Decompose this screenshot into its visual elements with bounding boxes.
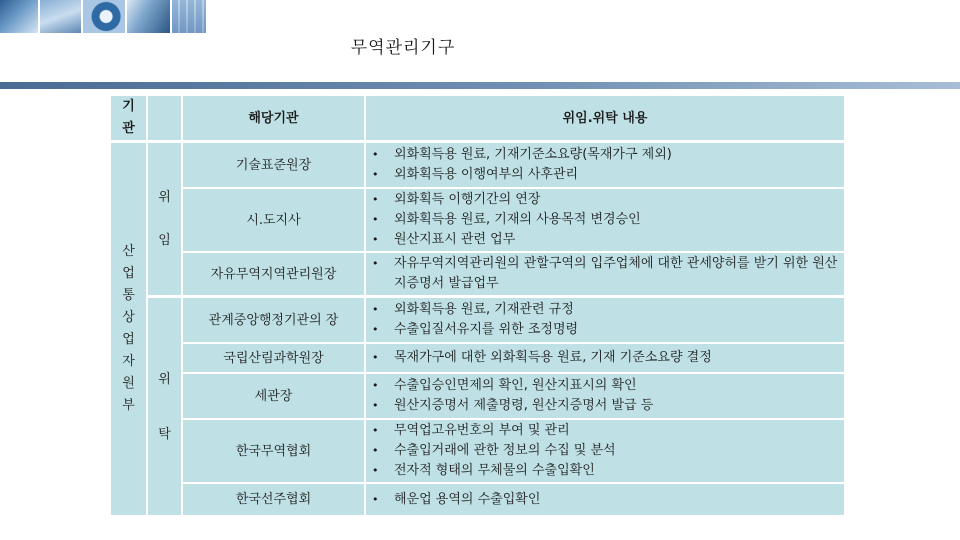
header-photo-strip [0,0,208,33]
header-photo [127,0,170,33]
consignment-cell [148,298,181,515]
content-list [372,348,712,368]
header-photo [40,0,81,33]
content-cell [366,298,844,342]
agency-name: 국립산림과학원장 [223,350,324,366]
header-agency-label: 해당기관 [248,110,299,126]
agency-cell [183,374,364,418]
agency-name: 세관장 [254,388,293,404]
content-list [372,190,641,250]
header-blank [148,96,181,140]
content-cell [366,420,844,482]
list-item: • 수출입거래에 관한 정보의 수집 및 분석 [372,443,616,458]
header-content-label: 위임.위탁 내용 [562,110,648,126]
content-cell [366,189,844,251]
agency-name: 기술표준원장 [235,157,312,173]
header-agency [183,96,364,140]
content-list [372,254,844,294]
agency-cell [183,143,364,187]
header-institution [111,96,146,140]
header-photo [83,0,125,33]
content-list [372,145,672,185]
agency-cell [183,189,364,251]
delegation-label: 위 임 [158,190,171,248]
list-item: • 원산지표시 관련 업무 [372,232,516,247]
list-item: • 외화획득용 원료, 기재기준소요량(목재가구 제외) [372,147,672,162]
list-item: • 해운업 용역의 수출입확인 [372,491,541,507]
agency-name: 한국선주협회 [235,492,312,507]
agency-cell [183,344,364,372]
header-photo [0,0,38,33]
agency-cell [183,298,364,342]
agency-name: 자유무역지역관리원장 [210,266,337,282]
content-list [372,490,540,510]
list-item: • 수출입승인면제의 확인, 원산지표시의 확인 [372,378,637,393]
list-item: • 자유무역지역관리원의 관할구역의 입주업체에 대한 관세양허를 받기 위한 원산지증명서 발급업무 [372,256,838,291]
slide-title: 무역관리기구 [350,38,456,58]
list-item: • 외화획득용 이행여부의 사후관리 [372,167,579,182]
header-institution-label: 기 관 [122,99,135,136]
content-cell [366,344,844,372]
agency-cell [183,420,364,482]
content-list [372,421,616,481]
list-item: • 원산지증명서 제출명령, 원산지증명서 발급 등 [372,398,654,413]
agency-name: 관계중앙행정기관의 장 [208,312,339,328]
agency-name: 시.도지사 [246,212,301,228]
list-item: • 무역업고유번호의 부여 및 관리 [372,423,570,438]
content-cell [366,484,844,515]
content-list [372,300,578,340]
ministry-label: 산 업 통 상 업 자 원 부 [122,244,135,413]
list-item: • 외화획득용 원료, 기재의 사용목적 변경승인 [372,212,641,227]
list-item: • 전자적 형태의 무체물의 수출입확인 [372,463,595,478]
list-item: • 수출입질서유지를 위한 조정명령 [372,322,579,337]
header-content [366,96,844,140]
agency-name: 한국무역협회 [235,443,312,459]
list-item: • 외화획득 이행기간의 연장 [372,192,541,207]
delegation-cell [148,143,181,295]
agency-cell [183,484,364,515]
content-list [372,376,653,416]
content-cell [366,253,844,295]
list-item: • 외화획득용 원료, 기재관련 규정 [372,302,574,317]
title-divider [0,82,960,89]
ministry-cell [111,143,146,515]
content-cell [366,143,844,187]
content-cell [366,374,844,418]
agency-cell [183,253,364,295]
consignment-label: 위 탁 [158,371,171,442]
list-item: • 목재가구에 대한 외화획득용 원료, 기재 기준소요량 결정 [372,350,712,365]
header-photo [172,0,206,33]
